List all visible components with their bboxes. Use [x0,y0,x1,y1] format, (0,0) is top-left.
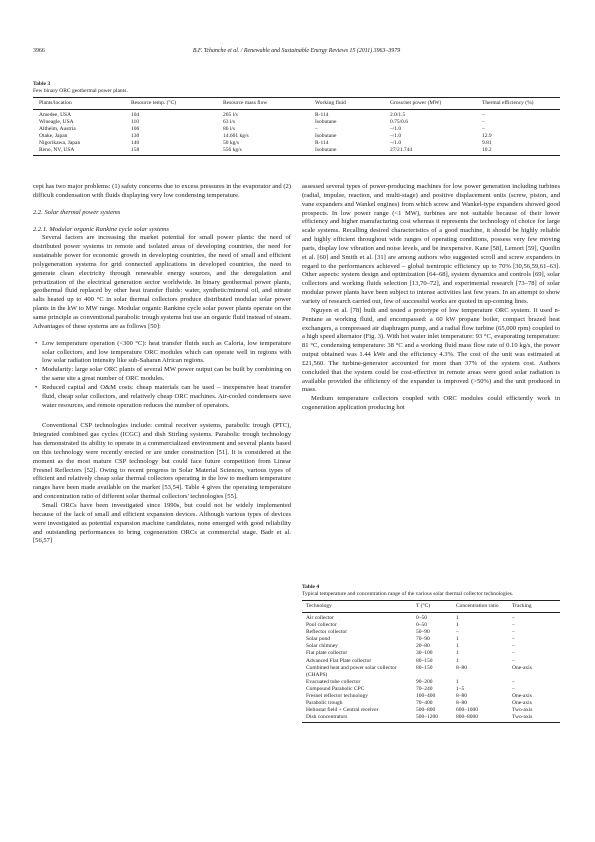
table-cell: Dish concentrators [302,714,412,723]
table-3-header-cell: Resource temp. (°C) [125,98,217,110]
table-cell: 500–800 [416,707,436,714]
table-cell: Altheim, Austria [39,126,76,132]
table-cell: 1 [456,636,459,643]
table-4 [302,584,560,723]
paragraph: Several factors are increasing the market potential for small power plants: the need of distributed power systems in remote and isolated areas of developing countries, the need for sustainable power for economic growth in developing countries, the need of small and efficient polygeneration systems for grid connected applications in developed countries, the need to generate clean electricity through renewable energy sources, and the deregulation and privatization of the electrical generation sector worldwide. In binary geothermal power plants, geothermal fluid replaced by other heat transfer fluids: water, synthetic/mineral oil, and nitrate salts heated up to 400 °C in solar thermal collectors produce distributed modular solar power plants in the kW to MW range. Modular organic Rankine cycle solar power plants operate on the same principle as conventional parabolic trough systems but use an organic fluid instead of steam. Advantages of these systems are as follows [50]: [33,234,291,330]
table-cell: 14.661 kg/s [223,133,249,139]
table-cell: – [512,643,515,650]
table-cell: Two-axis [512,707,533,714]
table-3-header-cell: Resource mass flow [217,98,309,110]
table-4-grid [302,600,560,723]
table-cell: 80–150 [416,664,433,671]
table-cell: 50 kg/s [223,140,240,146]
table-cell: Reflector collector [306,629,348,636]
table-cell: 12.9 [482,133,492,139]
table-row [33,133,560,140]
table-cell: 70–240 [416,685,433,692]
table-cell: – [512,685,515,692]
table-cell: – [456,629,459,636]
table-3-header-cell: Thermal efficiency (%) [476,98,560,110]
table-row [302,629,560,636]
table-cell: R-114 [315,140,329,146]
table-cell: 90–200 [416,678,433,685]
table-row [302,650,560,657]
table-row [302,693,560,700]
list-item [35,339,291,367]
table-3 [33,81,560,156]
bullet-icon: • [35,339,38,347]
table-cell: 1 [456,615,459,621]
list-item-text: Modularity: large solar ORC plants of several MW power output can be built by combining on the same site a great number of ORC modules. [42,366,291,383]
paragraph: Small ORCs have been investigated since 1990s, but could not be widely implemented because of the lack of small and efficient expansion devices. Although various types of devices were investigated as potential expansion machine candidates, none emerged with good reliability and outstanding performances to bring cogeneration ORCs at commercial stage. Badr et al. [56,57] [33,502,291,545]
table-4-header-cell: Technology [302,601,412,613]
paragraph: Nguyen et al. [78] built and tested a prototype of low temperature ORC system. It used n-Pentane as working fluid, and encompassed: a 60 kW propane boiler, compact brazed heat exchangers, a compressed air diaphragm pump, and a radial flow turbine (65,000 rpm) coupled to a high speed alternator (Fig. 3). With hot water inlet temperature: 93 °C, evaporating temperature: 81 °C, condensing temperature: 38 °C and a working fluid mass flow rate of 0.10 kg/s, the power output obtained was 1.44 kWe and the efficiency 4.3%. The cost of the unit was estimated at £21,560. The turbine-generator accounted for more than 37% of the system cost. Authors concluded that the system could be cost-effective in remote areas were good solar radiation is available provided the efficiency of the expander is improved (>50%) and the unit produced in mass. [302,306,560,394]
running-head [33,46,560,56]
table-cell: 1 [456,650,459,657]
table-cell: 106 [131,126,140,132]
table-4-header-cell: Concentration ratio [452,601,508,613]
table-cell: 8–80 [456,664,467,671]
table-cell: – [315,126,318,132]
table-4-header-row [302,601,560,613]
list-item [35,383,291,411]
table-cell: 63 l/s [223,119,236,125]
table-cell: 110 [131,119,140,125]
table-row [302,643,560,650]
table-3-header-row [33,98,560,110]
bullet-icon: • [35,383,38,391]
table-cell: 1 [456,643,459,650]
table-3-header-cell: Plants/location [33,98,125,110]
table-3-caption: Few binary ORC geothermal power plants. [33,88,128,94]
table-row [33,126,560,133]
table-3-grid [33,97,560,156]
table-cell: Nigorikawa, Japan [39,140,81,146]
table-cell: Evacuated tube collector [306,678,361,685]
table-cell: 158 [125,147,217,156]
table-cell: 10.2 [476,147,560,156]
table-cell: 600–1000 [456,707,478,714]
table-cell: – [482,126,485,132]
table-cell: 140 [131,140,140,146]
table-3-body [33,110,560,156]
section-heading: 2.2. Solar thermal power systems [33,208,121,216]
paragraph: Conventional CSP technologies include: central receiver systems, parabolic trough (PTC), Integrated combined gas cycles (ICGC) and dish Stirling systems. Parabolic trough technology has demonstrated its ability to operate in a commercialized environment and several plants based on this technology were recently erected or are under construction [51]. It is considered at the moment as the most mature CSP technology but could face future competition from Linear Fresnel Reflectors [52]. Owing to recent progress in Solar Material Sciences, various types of efficient and relatively cheap solar thermal collectors operating in the low to medium temperature ranges have been made available on the market [53,54]. Table 4 gives the operating temperature and concentration ratio of different solar thermal collectors' technologies [55]. [33,422,291,501]
table-cell: Isobutane [309,147,384,156]
table-row [302,686,560,693]
table-cell: Fresnel reflector technology [306,693,369,700]
list-item [35,366,291,384]
table-3-header-cell: Working fluid [309,98,384,110]
table-4-caption: Typical temperature and concentration range of the various solar thermal collector technologies. [302,591,514,597]
advantages-list [33,340,291,411]
table-cell: One-axis [512,664,532,671]
table-cell: 500–1200 [412,714,452,723]
table-row [33,119,560,126]
table-cell: 9.81 [482,140,492,146]
table-cell: Wineagle, USA [39,119,74,125]
table-cell: Compound Parabolic CPC [306,685,365,692]
table-cell: 2.0/1.5 [390,112,406,118]
table-cell: 1 [456,678,459,685]
table-cell: – [512,636,515,643]
table-cell: 0.75/0.6 [390,119,409,125]
table-cell: 70–400 [416,700,433,707]
right-column [302,183,560,413]
table-cell: – [482,112,485,118]
table-cell: 30–100 [416,650,433,657]
table-cell: 1 [456,622,459,629]
table-cell: – [512,657,515,664]
table-cell: Parabolic trough [306,700,343,707]
table-cell: R-114 [315,112,329,118]
table-cell: 100–400 [416,693,436,700]
table-cell: One-axis [512,693,532,700]
table-cell: 1 [456,657,459,664]
table-cell: Heliostat field + Central receiver [306,707,379,714]
table-cell: 205 l/s [223,112,238,118]
table-cell: Isobutane [315,119,337,125]
table-cell: Reno, NV, USA [33,147,125,156]
table-cell: 0–50 [416,622,427,629]
table-cell: 70–90 [416,636,430,643]
table-cell: 1–5 [456,685,465,692]
table-row [302,658,560,665]
table-cell: 50–90 [416,629,430,636]
list-item-text: Low temperature operation (<300 °C): heat transfer fluids such as Caloria, low temperature solar collectors, and low temperature ORC modules which can operate well in regions with low solar radiation intensity like sub-Saharan African regions. [42,339,291,365]
table-4-header-cell: T (°C) [412,601,452,613]
table-3-label: Table 3 [33,81,51,87]
page-number: 3966 [33,48,45,54]
table-cell: –/1.0 [390,133,402,139]
table-cell: 104 [131,112,140,118]
table-cell: – [512,650,515,657]
table-row [302,707,560,714]
table-cell: Solar chimney [306,643,338,650]
table-4-header-cell: Tracking [508,601,560,613]
table-cell: 80–150 [416,657,433,664]
left-column [33,183,291,546]
table-cell: Amedee, USA [39,112,72,118]
table-cell: 27/21.744 [384,147,476,156]
table-cell: 0–50 [416,615,427,621]
table-row [302,679,560,686]
table-cell: Combined heat and power solar collector (CHAPS) [306,664,397,678]
table-4-label: Table 4 [302,584,320,590]
table-row [302,636,560,643]
table-cell: – [482,119,485,125]
table-row [302,714,560,723]
table-cell: Solar pond [306,636,330,643]
table-cell: –/1.0 [390,126,402,132]
bullet-icon: • [35,366,38,374]
table-cell: – [512,615,515,621]
table-cell: –/1.0 [390,140,402,146]
table-3-header-cell: Gross/net power (MW) [384,98,476,110]
table-row [302,613,560,623]
table-row [33,147,560,156]
table-cell: Two-axis [508,714,560,723]
table-cell: – [512,622,515,629]
table-cell: 8–80 [456,693,467,700]
table-cell: 556 kg/s [217,147,309,156]
table-row [33,140,560,147]
table-row [302,665,560,679]
subsection-heading: 2.2.1. Modular organic Rankine cycle solar systems [33,225,169,233]
table-cell: Pool collector [306,622,337,629]
table-cell: 86 l/s [223,126,236,132]
table-cell: Advanced Flat Plate collector [306,657,372,664]
table-4-body [302,613,560,723]
table-cell: Isobutane [315,133,337,139]
paragraph: cept has two major problems: (1) safety concerns due to excess pressures in the evaporator and (2) difficult condensation with fluids displaying very low condensing temperature. [33,183,291,199]
table-cell: 130 [131,133,140,139]
list-item-text: Reduced capital and O&M costs: cheap materials can be used – inexpensive heat transfer fluid, cheap solar collectors, and relatively cheap ORC machines. Air-cooled condensers save water resources, and remote operation reduces the number of operators. [42,383,291,409]
table-cell: 800–8000 [452,714,508,723]
table-row [33,110,560,120]
paragraph: Medium temperature collectors coupled with ORC modules could efficiently work in cogeneration application producing hot [302,395,560,412]
table-cell: Flat plate collector [306,650,348,657]
table-cell: 20–80 [416,643,430,650]
table-cell: 8–80 [456,700,467,707]
table-cell: – [512,629,515,636]
table-cell: Air collector [306,615,334,621]
table-cell: Otake, Japan [39,133,68,139]
journal-citation: B.F. Tchanche et al. / Renewable and Sustainable Energy Reviews 15 (2011) 3963–3979 [192,48,401,54]
paragraph: assessed several types of power-producing machines for low power generation including turbines (radial, impulse, reaction, and multi-stage) and positive displacement units (screw, piston, and vane expanders and Wankel engines) from which screw and Wankel-type expanders showed good prospects. In low power range (<1 MW), turbines are not suitable because of their lower efficiency and higher manufacturing cost whereas it represents the technology of choice for large scale systems. Recalling desired characteristics of a good machine, it should be highly reliable and highly efficient throughout wide ranges of operating conditions, possess very few moving parts, display low vibration and noise levels, and be inexpensive. Kane [58], Lemort [59], Quoilin et al. [60] and Smith et al. [31] are among authors who suggested scroll and screw expanders in regard to the performances achieved – global isentropic efficiency up to 70% [30,56,59,61–63]. Other aspects: system design and optimization [64–68], system dynamics and controls [69], solar collectors and working fluids selection [13,70–72], and experimental research [73–78] of solar modular power plants have been subject to intense activities last few years. In an attempt to show variety of research carried out, few of successful works are quoted in up-coming lines. [302,183,560,305]
table-cell: – [512,678,515,685]
table-cell: One-axis [512,700,532,707]
